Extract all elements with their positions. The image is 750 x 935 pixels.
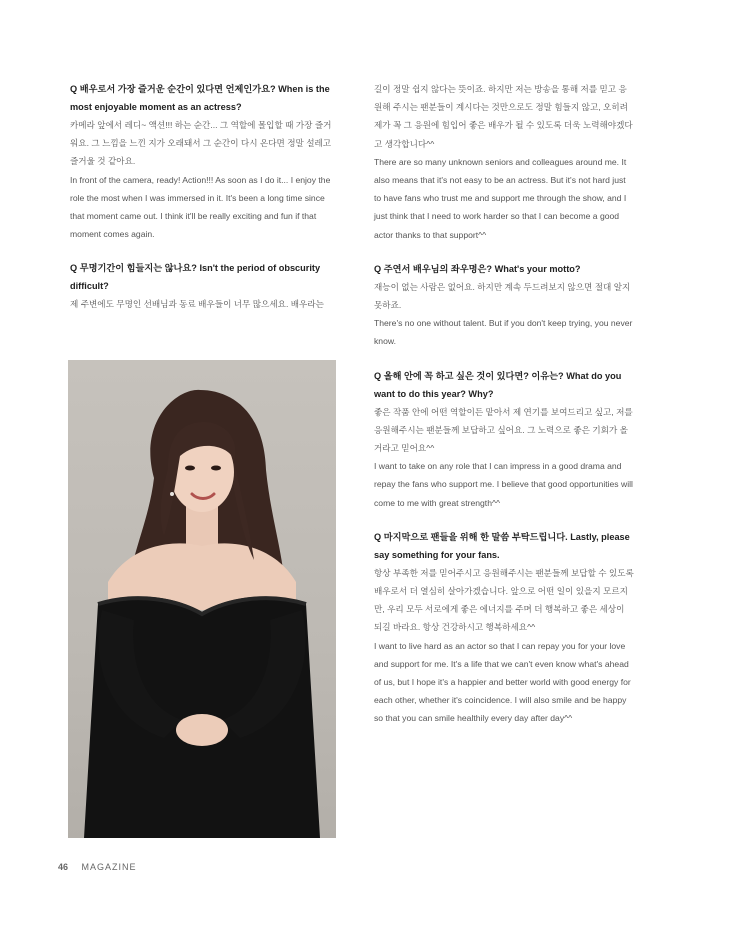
answer-korean: 제 주변에도 무명인 선배님과 동료 배우들이 너무 많으세요. 배우라는 bbox=[70, 299, 324, 310]
page-number: 46 bbox=[58, 862, 69, 872]
question: Q 마지막으로 팬들을 위해 한 말씀 부탁드립니다. Lastly, please say something for your fans. bbox=[374, 531, 630, 560]
left-column bbox=[70, 80, 338, 330]
qa-block bbox=[374, 260, 634, 351]
page-footer bbox=[58, 862, 137, 872]
portrait-photo bbox=[68, 360, 336, 838]
qa-block bbox=[70, 259, 338, 313]
question: Q 배우로서 가장 즐거운 순간이 있다면 언제인가요? When is the most enjoyable moment as an actress? bbox=[70, 84, 330, 112]
qa-block bbox=[374, 367, 634, 512]
answer-korean: 길이 정말 쉽지 않다는 뜻이죠. 하지만 저는 방송을 통해 저를 믿고 응원해 주시는 팬분들이 계시다는 것만으로도 정말 힘들지 않고, 오히려 제가 꼭 그 응원에 힘입어 좋은 배우가 될 수 있도록 더욱 노력해야겠다고 생각합니다^^ bbox=[374, 84, 633, 149]
answer-korean: 카메라 앞에서 레디~ 액션!!! 하는 순간... 그 역할에 몰입할 때 가장 즐거워요. 그 느낌을 느낀 지가 오래돼서 그 순간이 다시 온다면 정말 설레고 즐거울 것 같아요. bbox=[70, 120, 332, 167]
answer-english: I want to live hard as an actor so that I can repay you for your love and support for me. It's a life that we can't even know what's ahead of us, but I hope it's a happier and better world with good energy for each other, whether it's coincidence. I will also smile and be happy so that you can smile healthily every day after day^^ bbox=[374, 640, 631, 724]
actress-portrait-illustration bbox=[68, 360, 336, 838]
answer-english: I want to take on any role that I can impress in a good drama and repay the fans who support me. I believe that good opportunities will come to me with great strength^^ bbox=[374, 461, 633, 508]
answer-korean: 좋은 작품 안에 어떤 역할이든 맡아서 제 연기를 보여드리고 싶고, 저를 응원해주시는 팬분들께 보답하고 싶어요. 그 노력으로 좋은 기회가 올 거라고 믿어요^^ bbox=[374, 406, 633, 454]
answer-korean: 재능이 없는 사람은 없어요. 하지만 계속 두드려보지 않으면 절대 알지 못하죠. bbox=[374, 281, 631, 311]
question: Q 주연서 배우님의 좌우명은? What's your motto? bbox=[374, 263, 581, 274]
question: Q 올해 안에 꼭 하고 싶은 것이 있다면? 이유는? What do you want to do this year? Why? bbox=[374, 370, 622, 399]
qa-block bbox=[374, 80, 634, 244]
answer-english: There are so many unknown seniors and colleagues around me. It also means that it's not easy to be an actress. But it's not hard just to have fans who trust me and support me through the show, and I just think that I need to work harder so that I can become a good actor thanks to that support^^ bbox=[374, 156, 627, 240]
answer-english: In front of the camera, ready! Action!!! As soon as I do it... I enjoy the role the most when I was immersed in it. It's been a long time since that moment came out. I think it'll be really exciting and fun if that moment comes again. bbox=[70, 174, 331, 240]
right-column bbox=[374, 80, 634, 744]
question: Q 무명기간이 힘들지는 않나요? Isn't the period of obscurity difficult? bbox=[70, 263, 321, 292]
answer-english: There's no one without talent. But if you don't keep trying, you never know. bbox=[374, 318, 633, 347]
answer-korean: 항상 부족한 저를 믿어주시고 응원해주시는 팬분들께 보답할 수 있도록 배우로서 더 열심히 살아가겠습니다. 앞으로 어떤 일이 있을지 모르지만, 우리 모두 서로에게 좋은 에너지를 주며 더 행복하고 좋은 세상이 되길 바라요. 항상 건강하시고 행복하세요^^ bbox=[374, 567, 634, 633]
qa-block bbox=[70, 80, 338, 243]
magazine-label: MAGAZINE bbox=[81, 862, 137, 872]
qa-block bbox=[374, 528, 634, 728]
